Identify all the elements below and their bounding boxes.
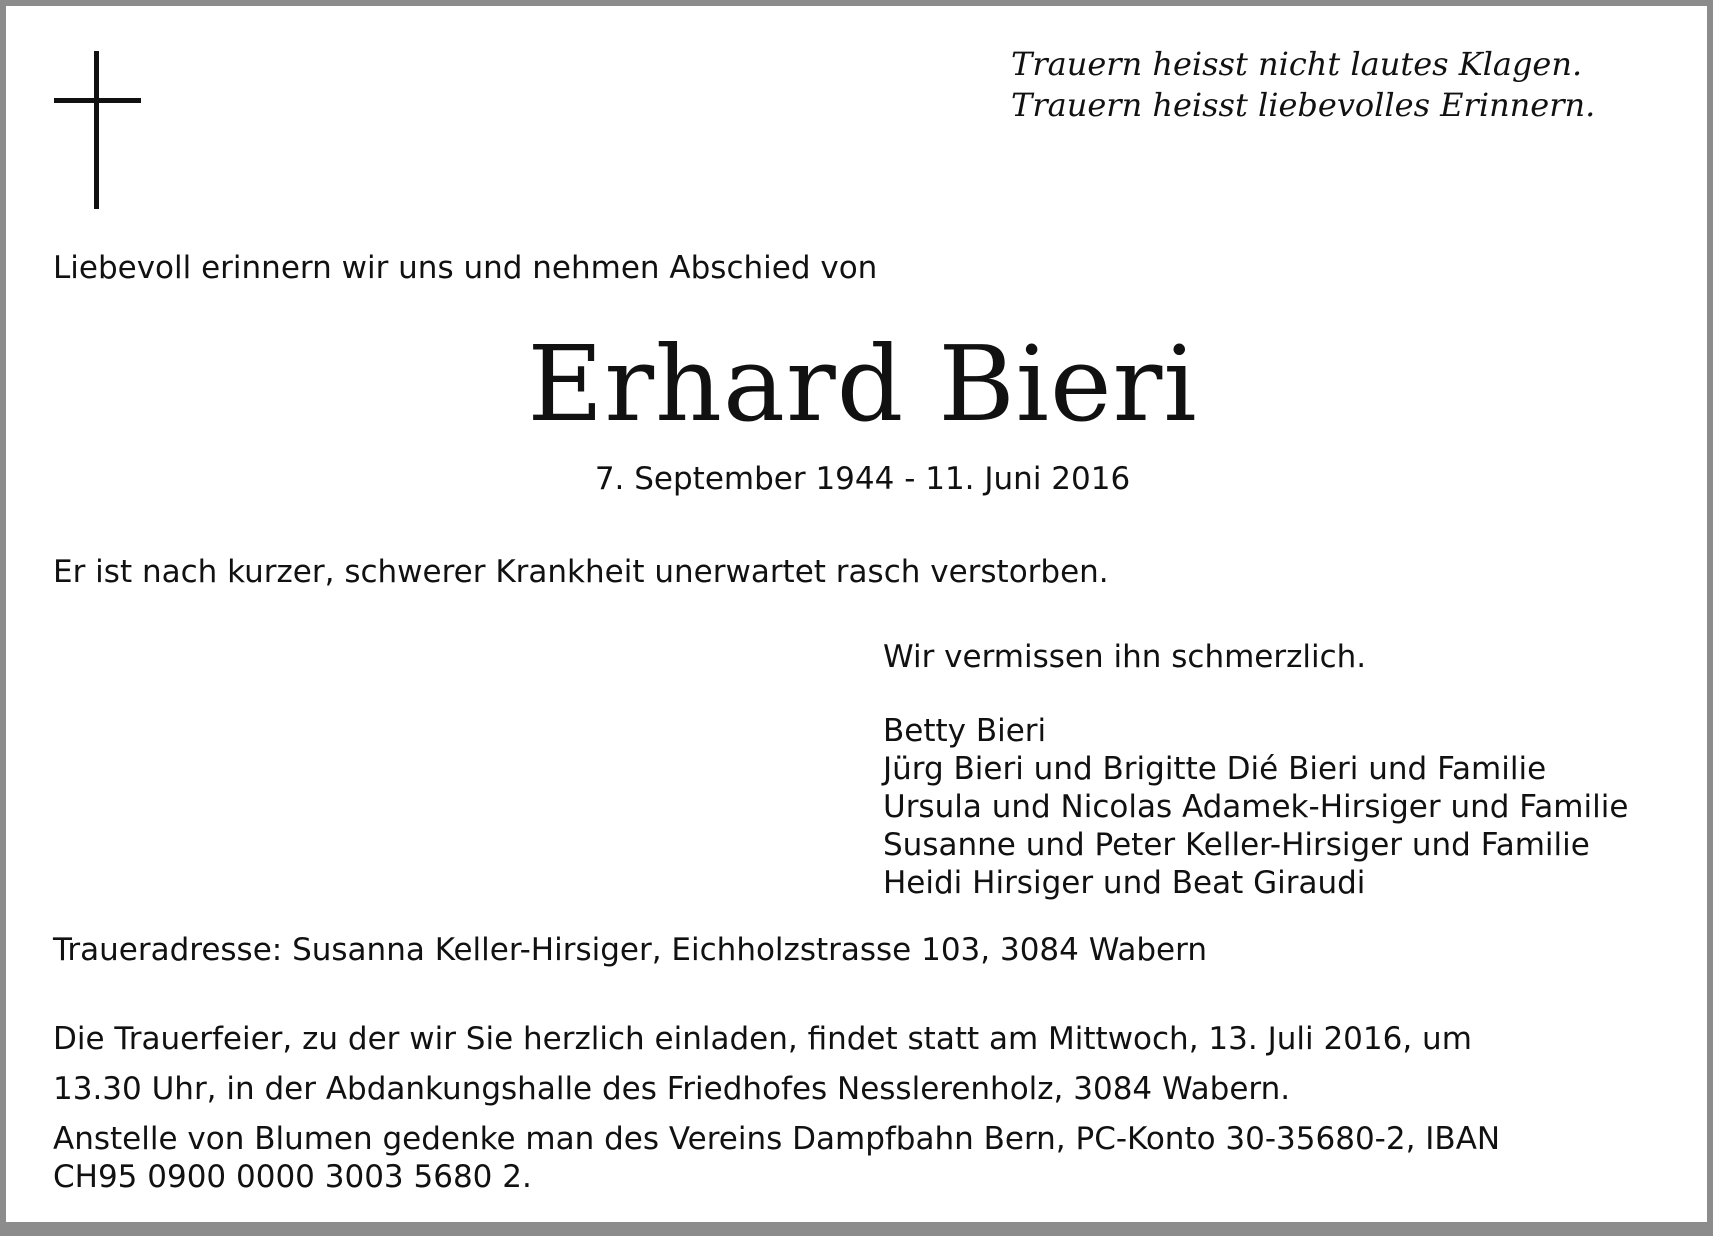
mourner-name: Jürg Bieri und Brigitte Dié Bieri und Familie <box>883 751 1547 787</box>
life-dates: 7. September 1944 - 11. Juni 2016 <box>594 461 1131 497</box>
motto-line-1: Trauern heisst nicht lautes Klagen. <box>1011 45 1583 83</box>
motto-quote <box>1011 44 1595 126</box>
mourner-name: Heidi Hirsiger und Beat Giraudi <box>883 865 1366 901</box>
cause-of-death-text: Er ist nach kurzer, schwerer Krankheit unerwartet rasch verstorben. <box>53 554 1109 590</box>
mourner-name: Susanne und Peter Keller-Hirsiger und Familie <box>883 827 1590 863</box>
mourners-list <box>883 712 1628 902</box>
mourners-block <box>883 638 1628 902</box>
donation-line-2: CH95 0900 0000 3003 5680 2. <box>53 1159 532 1195</box>
deceased-name: Erhard Bieri <box>527 323 1198 445</box>
ceremony-line-2: 13.30 Uhr, in der Abdankungshalle des Friedhofes Nesslerenholz, 3084 Wabern. <box>53 1071 1291 1107</box>
mourner-name: Betty Bieri <box>883 713 1047 749</box>
cross-vertical-bar <box>94 51 99 209</box>
motto-line-2: Trauern heisst liebevolles Erinnern. <box>1011 86 1596 124</box>
ceremony-line-1: Die Trauerfeier, zu der wir Sie herzlich einladen, findet statt am Mittwoch, 13. Juli 2016, um <box>53 1021 1472 1057</box>
cross-icon <box>54 51 141 209</box>
intro-text: Liebevoll erinnern wir uns und nehmen Abschied von <box>53 250 878 286</box>
mourner-name: Ursula und Nicolas Adamek-Hirsiger und Familie <box>883 789 1629 825</box>
mourners-lead: Wir vermissen ihn schmerzlich. <box>883 639 1367 675</box>
cross-horizontal-bar <box>54 98 141 103</box>
donation-info <box>53 1120 1500 1196</box>
donation-line-1: Anstelle von Blumen gedenke man des Vereins Dampfbahn Bern, PC-Konto 30-35680-2, IBAN <box>53 1121 1501 1157</box>
ceremony-info <box>53 1014 1472 1114</box>
mourning-address: Traueradresse: Susanna Keller-Hirsiger, Eichholzstrasse 103, 3084 Wabern <box>53 932 1207 968</box>
